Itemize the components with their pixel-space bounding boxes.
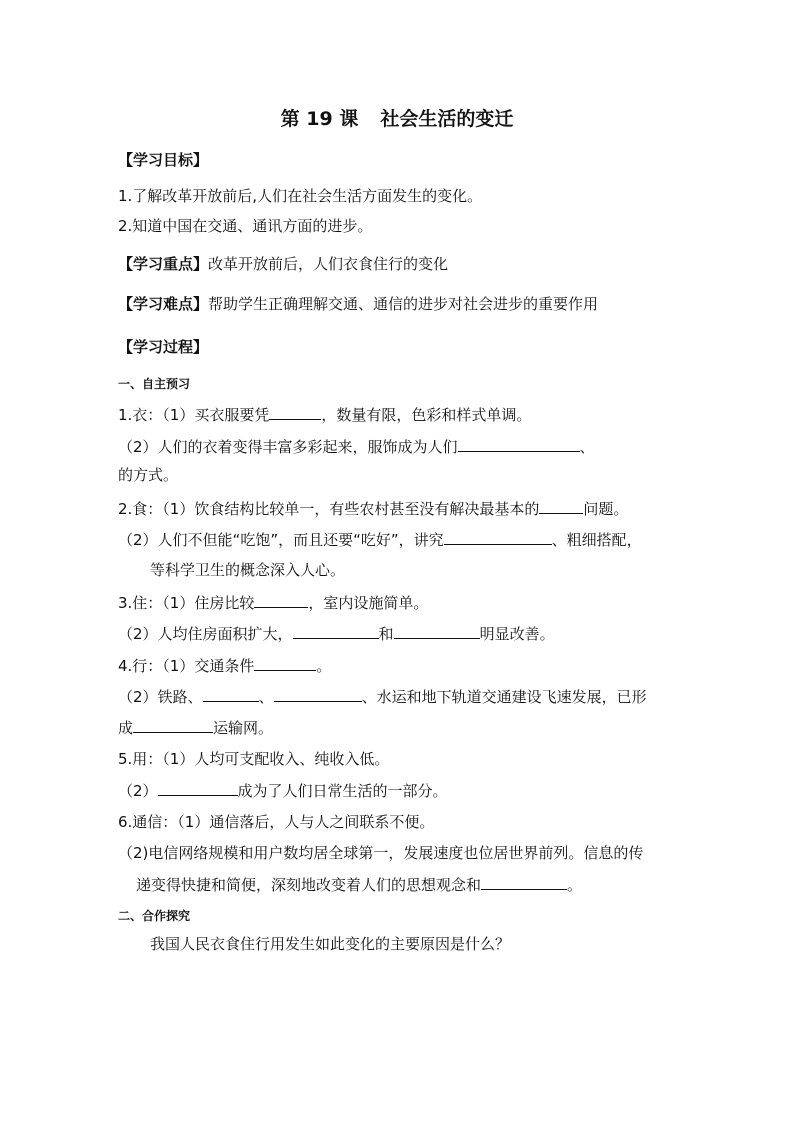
objective-item: 2.知道中国在交通、通讯方面的进步。 [118, 217, 373, 235]
answer-blank[interactable] [254, 655, 316, 671]
question-communication-2: （2)电信网络规模和用户数均居全球第一，发展速度也位居世界前列。信息的传 [118, 844, 644, 862]
question-transport-3: 成 运输网。 [118, 719, 274, 737]
answer-blank[interactable] [481, 874, 567, 890]
objectives-header: 【学习目标】 [118, 151, 209, 169]
question-use: 5.用：（1）人均可支配收入、纯收入低。 [118, 750, 390, 768]
answer-blank[interactable] [133, 717, 213, 733]
question-transport: 4.行：（1）交通条件 。 [118, 657, 332, 675]
question-housing: 3.住：（1）住房比较 ，室内设施简单。 [118, 594, 429, 612]
key-point [118, 254, 448, 274]
lesson-name: 社会生活的变迁 [380, 108, 514, 130]
question-housing-2: （2）人均住房面积扩大， 和 明显改善。 [118, 625, 555, 643]
question-clothing-3: 的方式。 [118, 466, 179, 484]
question-transport-2: （2）铁路、 、 、水运和地下轨道交通建设飞速发展，已形 [118, 688, 647, 706]
question-food: 2.食：（1）饮食结构比较单一，有些农村甚至没有解决最基本的 问题。 [118, 500, 629, 518]
difficulty-text: 帮助学生正确理解交通、通信的进步对社会进步的重要作用 [208, 295, 599, 313]
discussion-question: 我国人民衣食住行用发生如此变化的主要原因是什么？ [150, 935, 511, 953]
question-food-3: 等科学卫生的概念深入人心。 [150, 561, 346, 579]
answer-blank[interactable] [444, 529, 552, 545]
answer-blank[interactable] [158, 780, 238, 796]
question-communication-3: 递变得快捷和简便，深刻地改变着人们的思想观念和 。 [136, 876, 583, 894]
section-header: 一、自主预习 [118, 377, 191, 391]
question-food-2: （2）人们不但能“吃饱”，而且还要“吃好”，讲究 、粗细搭配， [118, 531, 642, 549]
answer-blank[interactable] [394, 623, 480, 639]
process-header: 【学习过程】 [118, 338, 209, 356]
difficulty-label: 【学习难点】 [118, 295, 209, 313]
answer-blank[interactable] [274, 686, 362, 702]
answer-blank[interactable] [293, 623, 379, 639]
key-point-text: 改革开放前后，人们衣食住行的变化 [208, 255, 449, 273]
answer-blank[interactable] [269, 404, 321, 420]
key-point-label: 【学习重点】 [118, 255, 209, 273]
answer-blank[interactable] [254, 592, 308, 608]
question-clothing-2: （2）人们的衣着变得丰富多彩起来，服饰成为人们 、 [118, 438, 595, 456]
question-communication: 6.通信：（1）通信落后，人与人之间联系不便。 [118, 813, 435, 831]
question-use-2: （2） 成为了人们日常生活的一部分。 [118, 782, 448, 800]
objective-item: 1.了解改革开放前后,人们在社会生活方面发生的变化。 [118, 187, 483, 205]
section-header: 二、合作探究 [118, 909, 191, 923]
page-title [0, 107, 794, 131]
lesson-number: 第 19 课 [280, 108, 359, 130]
difficulty [118, 294, 598, 314]
answer-blank[interactable] [458, 436, 580, 452]
answer-blank[interactable] [539, 498, 583, 514]
answer-blank[interactable] [203, 686, 259, 702]
question-clothing: 1.衣：（1）买衣服要凭 ，数量有限，色彩和样式单调。 [118, 406, 532, 424]
